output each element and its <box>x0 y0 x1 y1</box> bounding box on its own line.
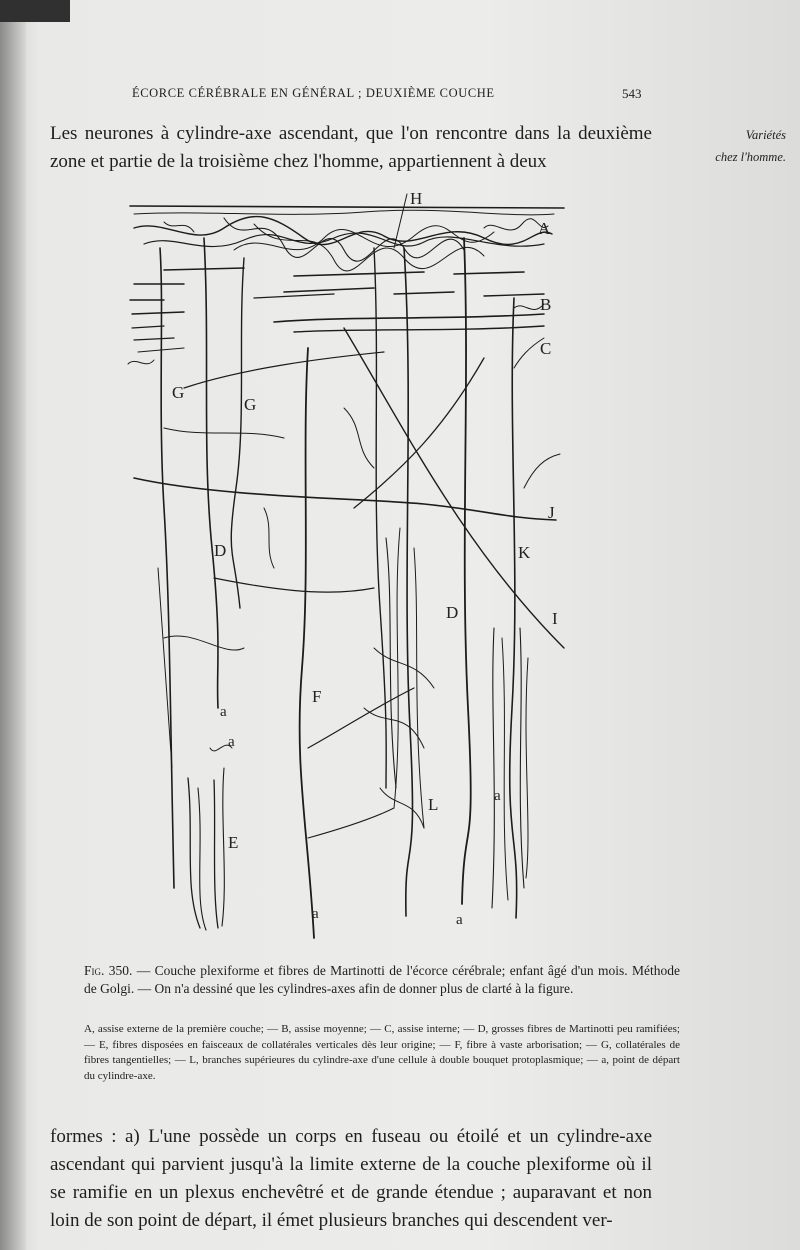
margin-note <box>668 124 786 168</box>
margin-note-line-1: Variétés <box>745 128 786 142</box>
margin-note-line-2: chez l'homme. <box>715 150 786 164</box>
label-D-right: D <box>446 603 459 622</box>
golgi-neuron-figure <box>124 188 578 940</box>
page-number: 543 <box>622 86 642 101</box>
label-a-5: a <box>494 788 501 804</box>
label-L: L <box>428 795 439 814</box>
axon-F <box>300 348 314 938</box>
label-B: B <box>540 295 552 314</box>
figure-caption <box>84 962 680 998</box>
label-a-2: a <box>228 734 235 750</box>
running-head: ÉCORCE CÉRÉBRALE EN GÉNÉRAL ; DEUXIÈME COUCHE <box>132 86 495 100</box>
axon-D <box>204 238 218 708</box>
body-paragraph-top: Les neurones à cylindre-axe ascendant, que l'on rencontre dans la deuxième zone et partie de la troisième chez l'homme, appartiennent à deux <box>50 123 652 172</box>
body-paragraph-bottom: formes : a) L'une possède un corps en fuseau ou étoilé et un cylindre-axe ascendant qui parvient jusqu'à la limite externe de la couche plexiforme où il se ramifie en un plexus enchevêtré et de grande étendue ; auparavant et non loin de son point de départ, il émet plusieurs branches qui descendent ver- <box>50 1126 652 1231</box>
label-a-4: a <box>456 912 463 928</box>
label-K: K <box>518 543 531 562</box>
fiber-drawing <box>128 194 564 938</box>
figure-number: Fig. 350. <box>84 963 133 978</box>
label-G-center: G <box>244 395 257 414</box>
label-A: A <box>538 219 551 238</box>
figure-legend: A, assise externe de la première couche; — B, assise moyenne; — C, assise interne; — D, grosses fibres de Martinotti peu ramifiées; — E, fibres disposées en faisceaux de collatérales verticales dès leur origine; — F, fibre à vaste arborisation; — G, collatérales de fibres tangentielles; — L, branches supérieures du cylindre-axe d'une cellule à double bouquet protoplasmique; — a, point de départ du cylindre-axe. <box>84 1023 680 1082</box>
scan-corner <box>0 0 70 22</box>
figure-drawing <box>124 188 578 940</box>
label-I: I <box>552 609 558 628</box>
fiber-J <box>134 478 556 520</box>
label-a-3: a <box>312 906 319 922</box>
label-a-1: a <box>220 704 227 720</box>
label-E: E <box>228 833 239 852</box>
label-C: C <box>540 339 552 358</box>
top-border-line <box>130 206 564 208</box>
figure-labels <box>172 189 558 928</box>
label-D-left: D <box>214 541 227 560</box>
figure-caption-text: — Couche plexiforme et fibres de Martinotti de l'écorce cérébrale; enfant âgé d'un mois. Méthode de Golgi. — On n'a dessiné que les cylindres-axes afin de donner plus de clarté à la figure. <box>84 963 680 996</box>
label-G-left: G <box>172 383 185 402</box>
label-H: H <box>410 189 423 208</box>
label-F: F <box>312 687 322 706</box>
label-J: J <box>548 503 555 522</box>
book-gutter-shadow <box>0 0 26 1250</box>
